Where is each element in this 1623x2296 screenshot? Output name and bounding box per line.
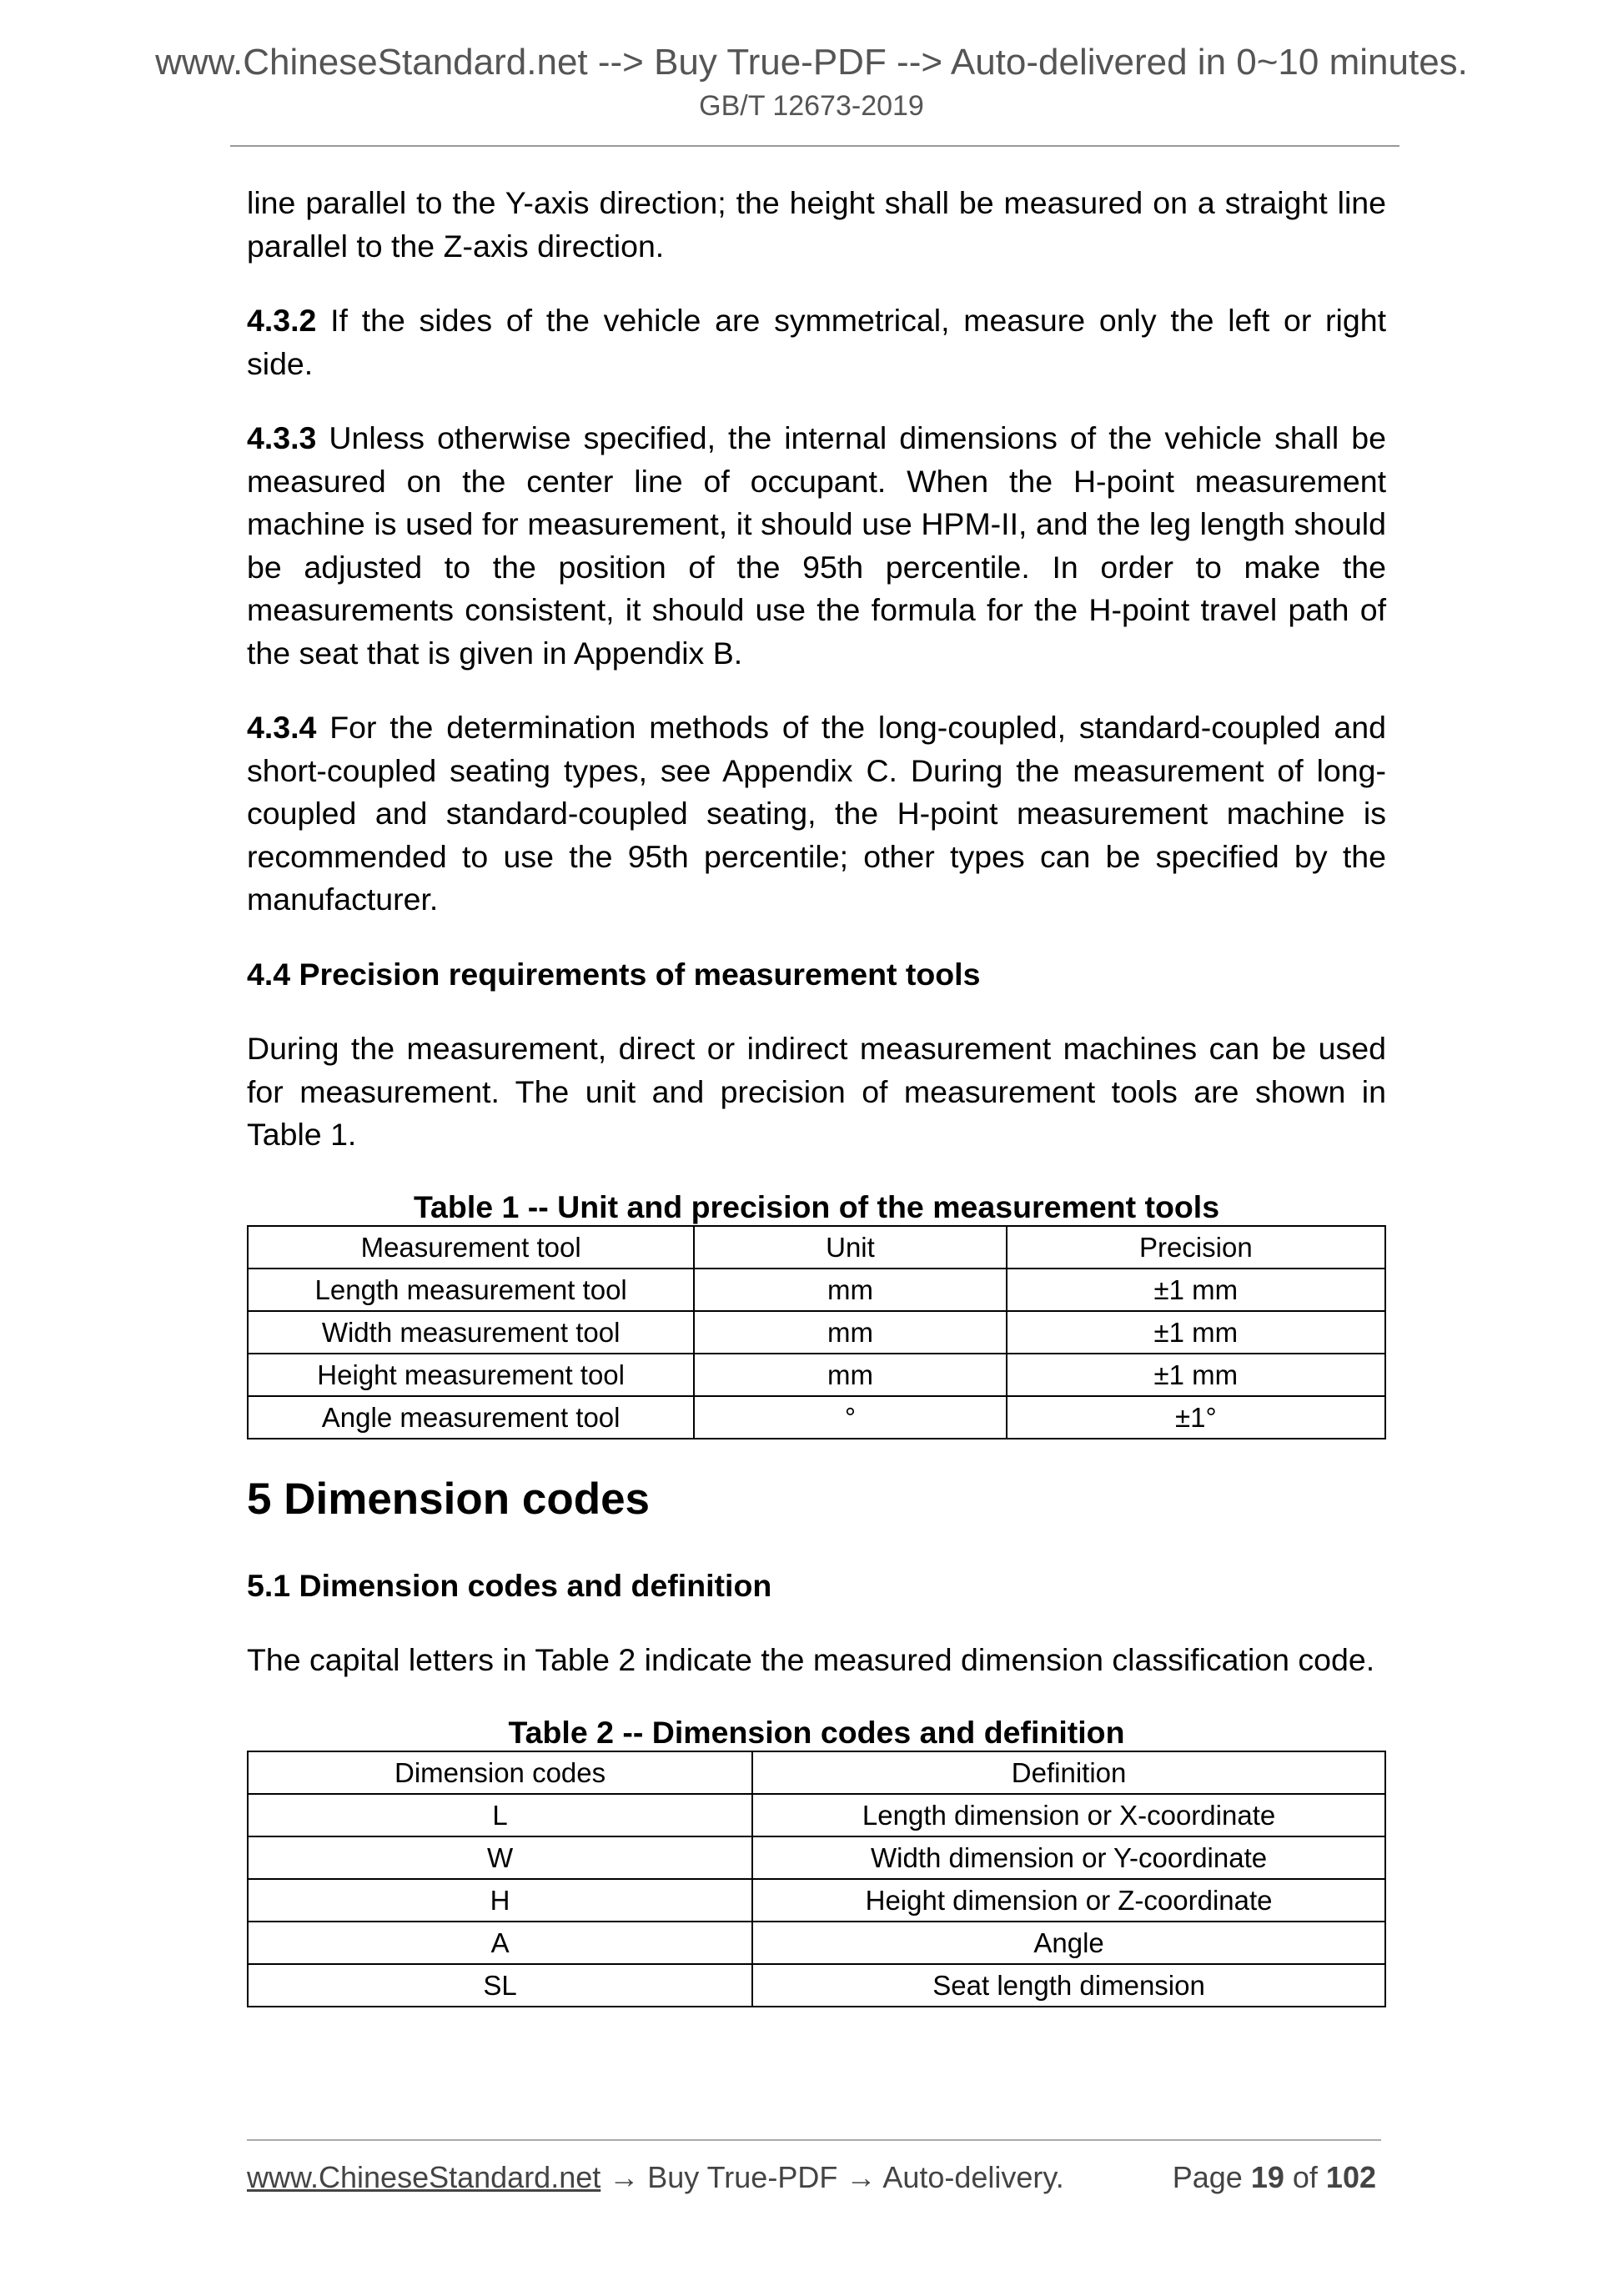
standard-number: GB/T 12673-2019	[699, 90, 924, 122]
table-row	[248, 1879, 1385, 1922]
footer-link[interactable]: www.ChineseStandard.net	[247, 2160, 601, 2194]
footer-tail-text: → Buy True-PDF → Auto-delivery.	[600, 2160, 1064, 2194]
table-row	[248, 1922, 1385, 1964]
table-row	[248, 1269, 1385, 1311]
table-cell: Width measurement tool	[248, 1311, 694, 1354]
table-cell: ±1 mm	[1007, 1354, 1385, 1396]
footer-promo	[247, 2160, 1064, 2195]
intro-paragraph: line parallel to the Y-axis direction; the height shall be measured on a straight line parallel to the Z-axis direction.	[247, 185, 1386, 264]
section-4-4-paragraph: During the measurement, direct or indirect measurement machines can be used for measurement. The unit and precision of measurement tools are shown in Table 1.	[247, 1031, 1386, 1152]
table-header-cell: Dimension codes	[248, 1751, 752, 1794]
table-header-row	[248, 1751, 1385, 1794]
table-cell: SL	[248, 1964, 752, 2007]
table-header-row	[248, 1226, 1385, 1269]
table2	[247, 1751, 1386, 2007]
table-row	[248, 1836, 1385, 1879]
table-header-cell: Definition	[752, 1751, 1385, 1794]
clause-number: 4.3.4	[247, 710, 317, 745]
table-row	[248, 1354, 1385, 1396]
table-cell: mm	[694, 1311, 1006, 1354]
table1	[247, 1225, 1386, 1439]
table-cell: Length dimension or X-coordinate	[752, 1794, 1385, 1836]
page-content	[247, 182, 1386, 2041]
clause-text: If the sides of the vehicle are symmetrical, measure only the left or right side.	[247, 303, 1386, 381]
section-5-1-paragraph: The capital letters in Table 2 indicate the measured dimension classification code.	[247, 1642, 1375, 1677]
clause-text: Unless otherwise specified, the internal dimensions of the vehicle shall be measured on the center line of occupant. When the H-point measurement machine is used for measurement, it should use HPM-II, and the leg length should be adjusted to the position of the 95th percentile. In order to make the measurements consistent, it should use the formula for the H-point travel path of the seat that is given in Appendix B.	[247, 420, 1386, 671]
table-row	[248, 1794, 1385, 1836]
table-cell: W	[248, 1836, 752, 1879]
header-banner: www.ChineseStandard.net --> Buy True-PDF --> Auto-delivered in 0~10 minutes.	[155, 42, 1468, 83]
clause-number: 4.3.2	[247, 303, 317, 338]
table-cell: Height measurement tool	[248, 1354, 694, 1396]
table2-caption: Table 2 -- Dimension codes and definition	[508, 1714, 1125, 1750]
page-label: Page	[1172, 2160, 1243, 2194]
clause-number: 4.3.3	[247, 420, 317, 455]
page-current: 19	[1250, 2160, 1284, 2194]
clause-4-3-2	[247, 299, 1386, 385]
table1-caption: Table 1 -- Unit and precision of the measurement tools	[413, 1188, 1220, 1224]
table-cell: Angle measurement tool	[248, 1396, 694, 1439]
table-cell: L	[248, 1794, 752, 1836]
table-cell: Angle	[752, 1922, 1385, 1964]
section-4-4-heading: 4.4 Precision requirements of measurement tools	[247, 956, 981, 992]
table-cell: °	[694, 1396, 1006, 1439]
clause-4-3-3	[247, 417, 1386, 675]
table-cell: Seat length dimension	[752, 1964, 1385, 2007]
table-header-cell: Precision	[1007, 1226, 1385, 1269]
page-indicator	[1173, 2160, 1376, 2195]
clause-text: For the determination methods of the long-coupled, standard-coupled and short-coupled seating types, see Appendix C. During the measurement of long-coupled and standard-coupled seating, the H-point measurement machine is recommended to use the 95th percentile; other types can be specified by the manufacturer.	[247, 710, 1386, 917]
table-cell: ±1 mm	[1007, 1269, 1385, 1311]
section-5-1-heading: 5.1 Dimension codes and definition	[247, 1567, 772, 1603]
footer-divider	[247, 2139, 1381, 2141]
table-cell: ±1 mm	[1007, 1311, 1385, 1354]
table-header-cell: Unit	[694, 1226, 1006, 1269]
table-cell: A	[248, 1922, 752, 1964]
table-row	[248, 1311, 1385, 1354]
table-cell: H	[248, 1879, 752, 1922]
table-cell: Height dimension or Z-coordinate	[752, 1879, 1385, 1922]
chapter-5-heading: 5 Dimension codes	[247, 1474, 651, 1524]
table-row	[248, 1964, 1385, 2007]
table-row	[248, 1396, 1385, 1439]
table-cell: mm	[694, 1354, 1006, 1396]
table-cell: Length measurement tool	[248, 1269, 694, 1311]
table-header-cell: Measurement tool	[248, 1226, 694, 1269]
table-cell: Width dimension or Y-coordinate	[752, 1836, 1385, 1879]
table-cell: mm	[694, 1269, 1006, 1311]
page-of-label: of	[1292, 2160, 1318, 2194]
header-divider	[230, 145, 1399, 147]
page-total: 102	[1325, 2160, 1376, 2194]
table-cell: ±1°	[1007, 1396, 1385, 1439]
clause-4-3-4	[247, 706, 1386, 922]
